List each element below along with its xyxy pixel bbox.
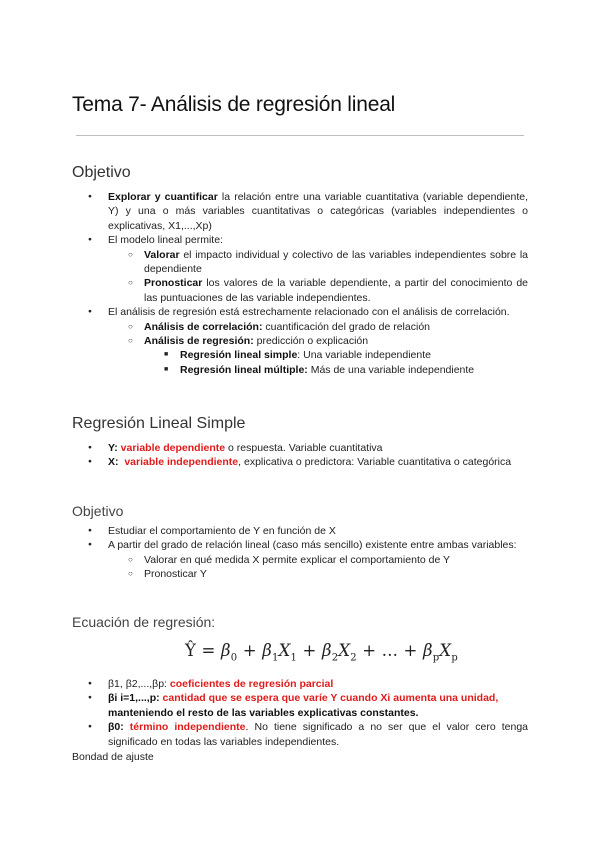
ecuacion-list [72, 677, 528, 749]
list-item: ○ Valorar en qué medida X permite explicar el comportamiento de Y [108, 553, 528, 567]
section-heading-objetivo: Objetivo [72, 164, 131, 181]
list-item: ● El análisis de regresión está estrechamente relacionado con el análisis de correlación. ○ Análisis de correlación: cuantificación del grado de relación ○ Análisis de regresión: predicción o explicación ■ Regresión lineal simple: Una variable independiente ■ Regresión lineal múltiple: Más de una variable independiente [72, 305, 528, 377]
list-item: ● X: variable independiente, explicativa o predictora: Variable cuantitativa o categórica [72, 455, 528, 469]
list-item: ■ Regresión lineal simple: Una variable independiente [144, 348, 528, 362]
list-item: ● A partir del grado de relación lineal (caso más sencillo) existente entre ambas variables: ○ Valorar en qué medida X permite explicar el comportamiento de Y ○ Pronosticar Y [72, 538, 528, 581]
objetivo2-list [72, 524, 528, 582]
section-heading-rls: Regresión Lineal Simple [72, 415, 246, 432]
list-item: ● El modelo lineal permite: ○ Valorar el impacto individual y colectivo de las variables independientes sobre la dependiente ○ Pronosticar los valores de la variable dependiente, a partir del conocimiento de las puntuaciones de las variable independientes. [72, 233, 528, 305]
rls-list [72, 441, 528, 470]
list-item: ○ Análisis de regresión: predicción o explicación ■ Regresión lineal simple: Una variable independiente ■ Regresión lineal múltiple: Más de una variable independiente [108, 334, 528, 377]
list-item: ● Explorar y cuantificar la relación entre una variable cuantitativa (variable dependiente, Y) y una o más variables cuantitativas o categóricas (variables independientes o explicativas, X1,...,Xp) [72, 190, 528, 233]
list-item: ○ Análisis de correlación: cuantificación del grado de relación [108, 320, 528, 334]
list-item: ○ Pronosticar Y [108, 567, 528, 581]
list-item: ● Y: variable dependiente o respuesta. Variable cuantitativa [72, 441, 528, 455]
regression-equation: Ŷ = $\beta_0 + \beta_1X_1 + \beta_2X_2$ + ... + $\beta_pX_p$ [185, 641, 458, 664]
list-item: ● Estudiar el comportamiento de Y en función de X [72, 524, 528, 538]
list-item: ● β1, β2,...,βp: coeficientes de regresión parcial [72, 677, 528, 691]
page-title: Tema 7- Análisis de regresión lineal [72, 93, 396, 116]
list-item: ■ Regresión lineal múltiple: Más de una variable independiente [144, 363, 528, 377]
list-item: ● β0: término independiente. No tiene significado a no ser que el valor cero tenga significado en todas las variables independientes. [72, 720, 528, 749]
subsection-heading-ecuacion: Ecuación de regresión: [72, 614, 216, 630]
title-divider [76, 135, 524, 136]
list-item: ○ Pronosticar los valores de la variable dependiente, a partir del conocimiento de las puntuaciones de las variable independientes. [108, 276, 528, 305]
subsection-heading-objetivo: Objetivo [72, 503, 124, 519]
bondad-de-ajuste-label: Bondad de ajuste [72, 751, 154, 763]
list-item: ● βi i=1,...,p: cantidad que se espera que varíe Y cuando Xi aumenta una unidad, manteniendo el resto de las variables explicativas constantes. [72, 691, 528, 720]
objetivo-list [72, 190, 528, 377]
list-item: ○ Valorar el impacto individual y colectivo de las variables independientes sobre la dependiente [108, 248, 528, 277]
